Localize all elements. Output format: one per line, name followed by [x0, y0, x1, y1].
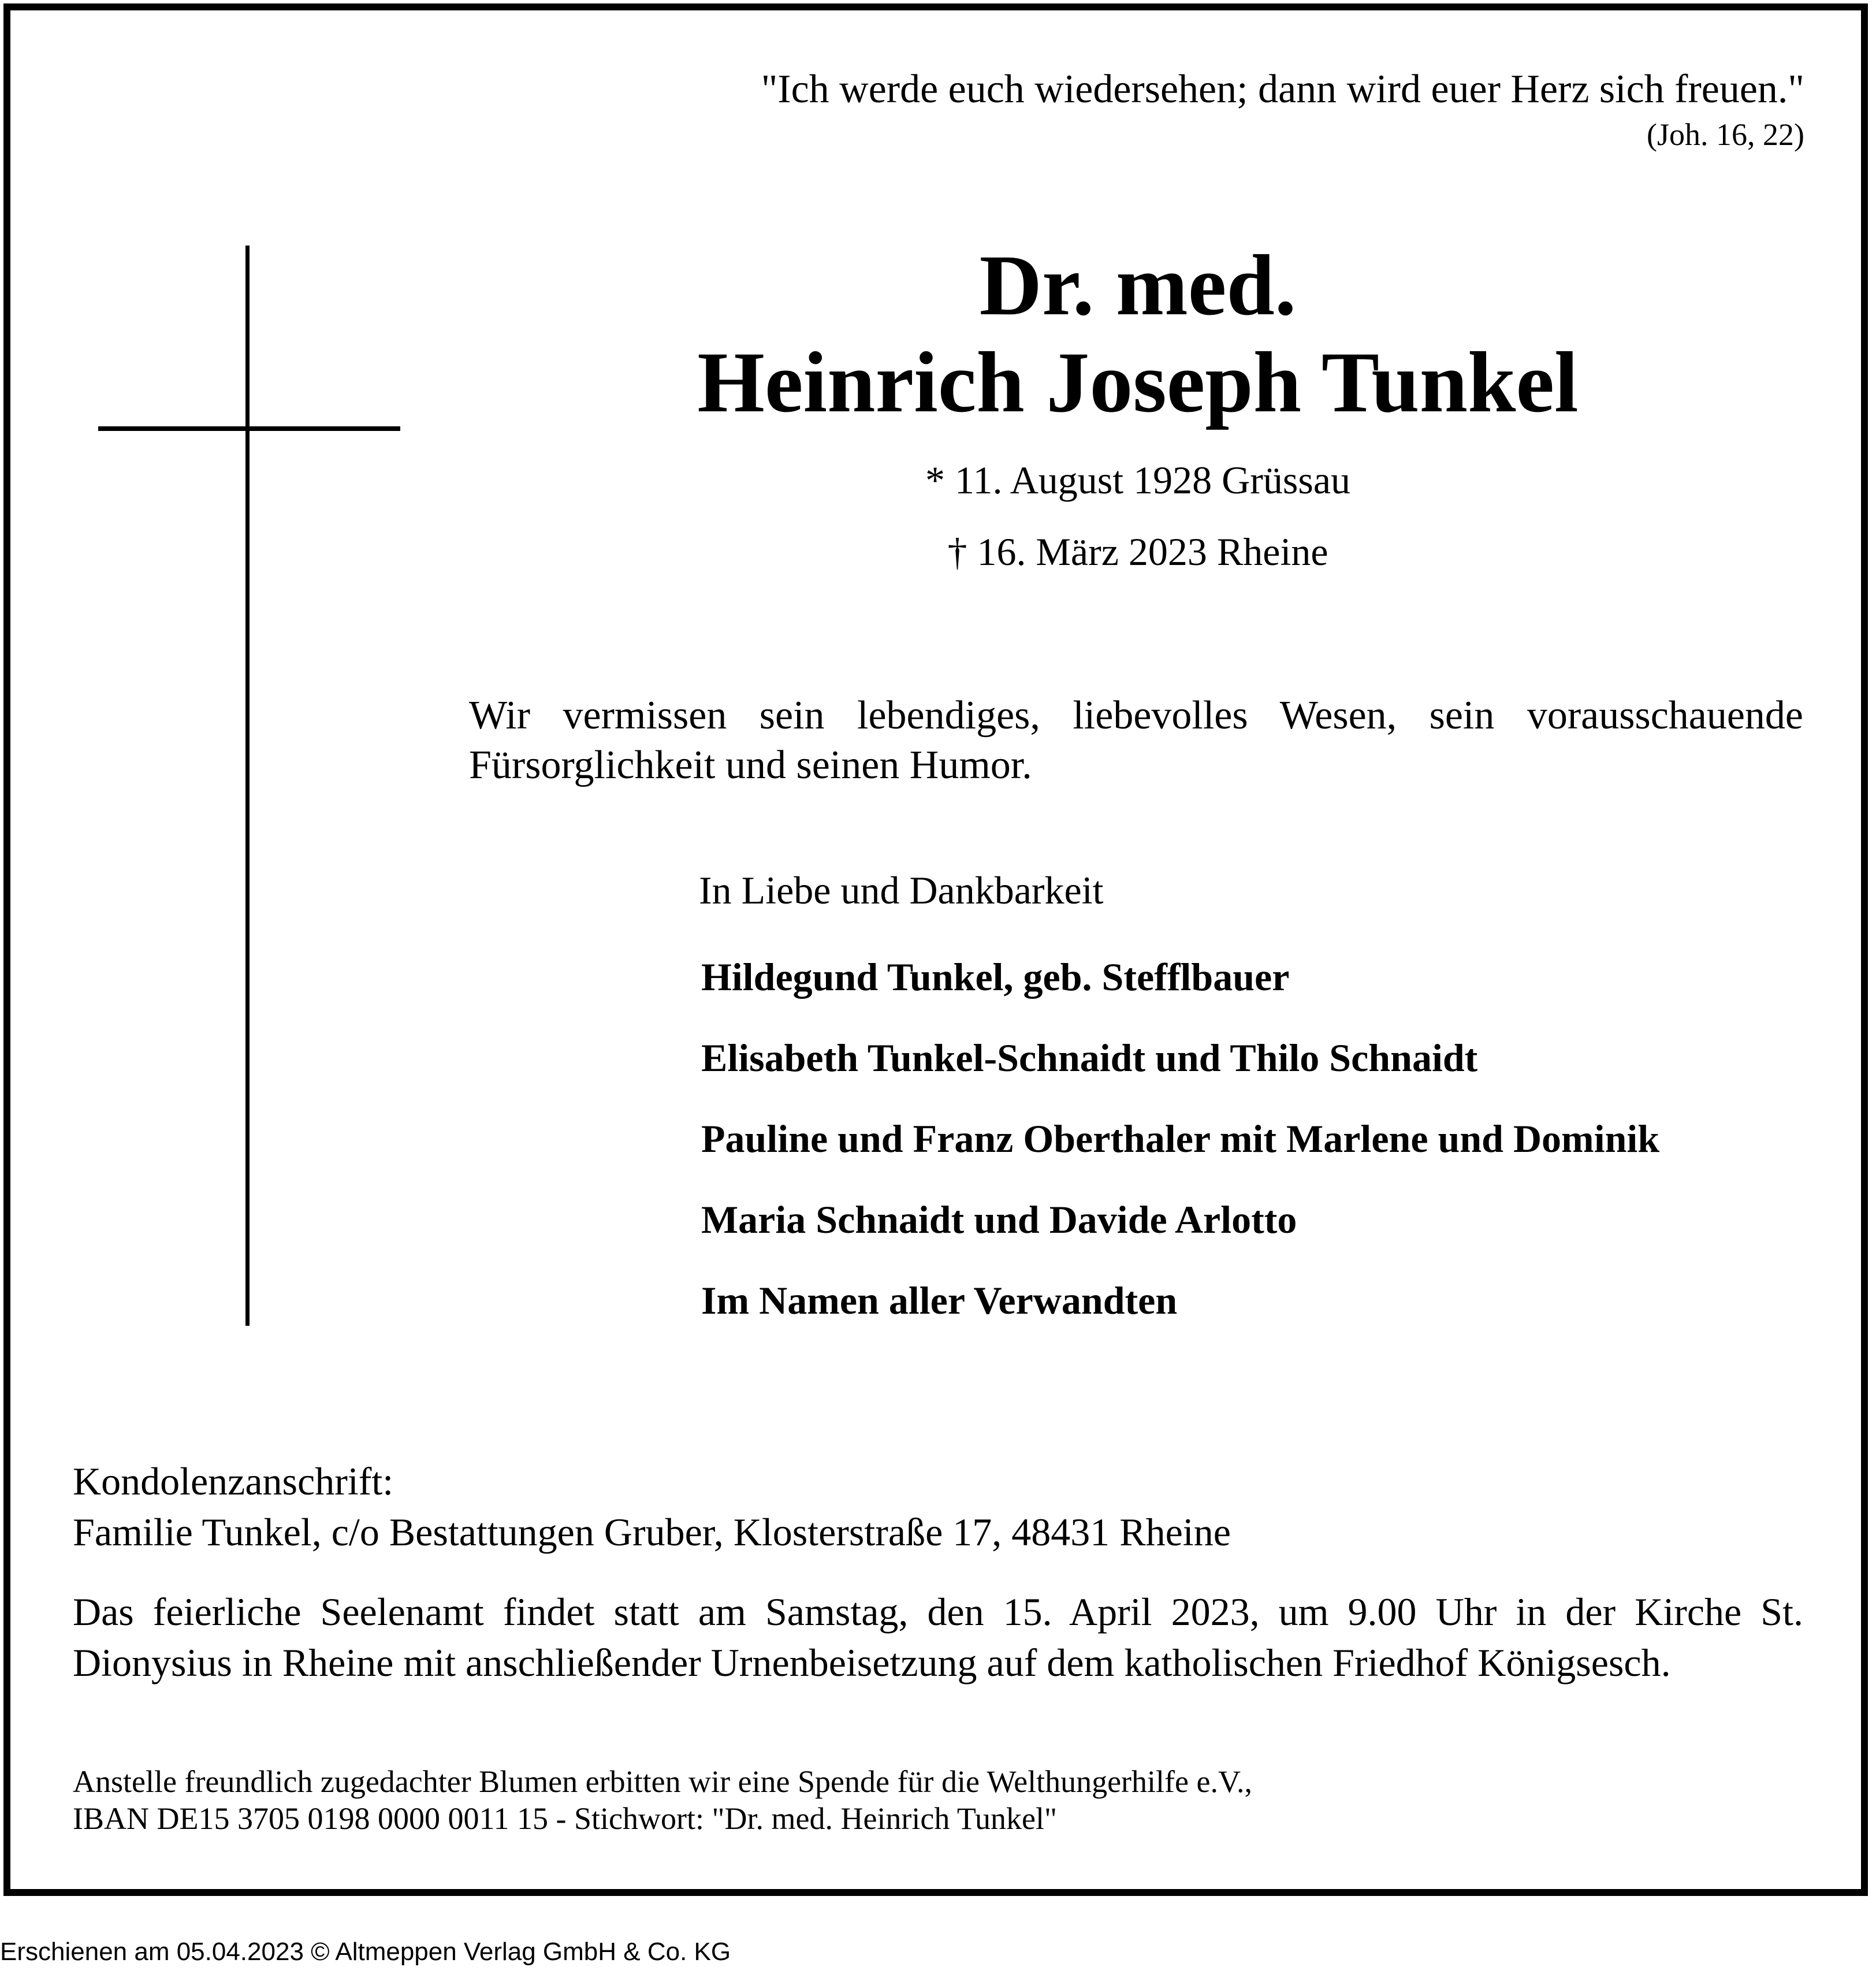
tribute-text: Wir vermissen sein lebendiges, liebevolles Wesen, sein vorausschauende Fürsorglichkeit und seinen Humor. [469, 693, 1803, 787]
bible-quote: "Ich werde euch wiedersehen; dann wird euer Herz sich freuen." [761, 67, 1804, 111]
deceased-name: Heinrich Joseph Tunkel [697, 334, 1579, 430]
publication-footer: Erschienen am 05.04.2023 © Altmeppen Verlag GmbH & Co. KG [0, 1938, 731, 1966]
death-date: † 16. März 2023 Rheine [947, 530, 1328, 574]
condolence-label: Kondolenzanschrift: [73, 1459, 394, 1503]
donation-iban-line: IBAN DE15 3705 0198 0000 0011 15 - Stichwort: "Dr. med. Heinrich Tunkel" [73, 1801, 1058, 1836]
mourner-name: Pauline und Franz Oberthaler mit Marlene und Dominik [701, 1117, 1660, 1161]
condolence-address-block [73, 1456, 1803, 1557]
cross-icon-crossbar [98, 426, 400, 431]
bible-reference: (Joh. 16, 22) [1647, 117, 1804, 152]
deceased-name-block [589, 237, 1687, 431]
mourner-name: Hildegund Tunkel, geb. Stefflbauer [701, 955, 1290, 999]
donation-line: Anstelle freundlich zugedachter Blumen erbitten wir eine Spende für die Welthungerhilfe e.V., [73, 1764, 1252, 1799]
cross-icon [245, 246, 250, 1326]
mourners-intro: In Liebe und Dankbarkeit [699, 868, 1104, 912]
service-announcement: Das feierliche Seelenamt findet statt am Samstag, den 15. April 2023, um 9.00 Uhr in der Kirche St. Dionysius in Rheine mit anschließender Urnenbeisetzung auf dem katholischen Friedhof Königsesch. [73, 1590, 1803, 1685]
deceased-title: Dr. med. [979, 237, 1297, 333]
mourner-name: Maria Schnaidt und Davide Arlotto [701, 1198, 1297, 1241]
mourner-name: Im Namen aller Verwandten [701, 1278, 1178, 1322]
mourner-name: Elisabeth Tunkel-Schnaidt und Thilo Schnaidt [701, 1036, 1478, 1080]
donation-request [73, 1763, 1803, 1837]
birth-date: * 11. August 1928 Grüssau [925, 458, 1351, 502]
condolence-address: Familie Tunkel, c/o Bestattungen Gruber, Klosterstraße 17, 48431 Rheine [73, 1510, 1231, 1554]
